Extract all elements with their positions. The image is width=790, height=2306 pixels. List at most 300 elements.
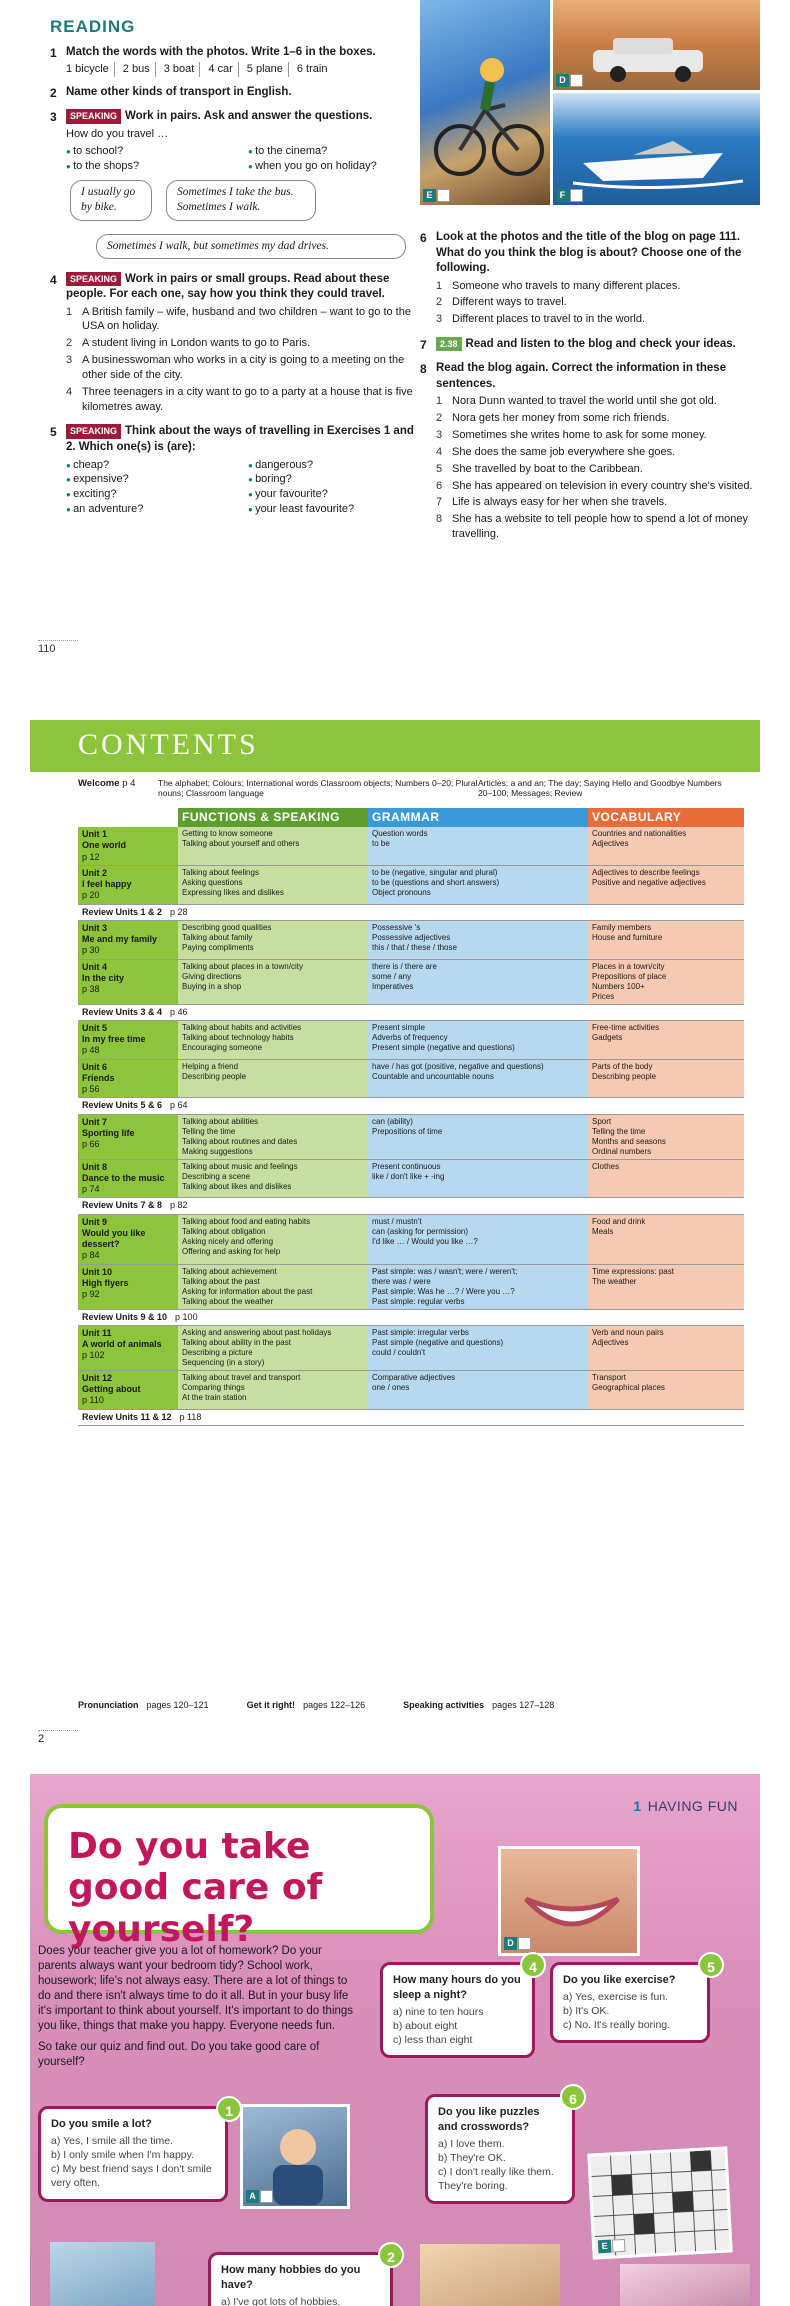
unit-name: One world <box>82 840 127 851</box>
answer-option[interactable]: b) It's OK. <box>563 2005 610 2018</box>
item-number: 4 <box>66 385 73 398</box>
header-vocabulary: VOCABULARY <box>588 808 744 827</box>
bullet-list <box>66 144 420 174</box>
unit-cell <box>78 1325 178 1370</box>
item-number: 1 <box>436 279 443 292</box>
answer-option[interactable]: a) nine to ten hours <box>393 2005 484 2018</box>
car-illustration <box>553 0 760 90</box>
left-column <box>50 16 420 525</box>
exercise-heading: Match the words with the photos. Write 1–6 in the boxes. <box>66 45 376 58</box>
exercise-heading: Think about the ways of travelling in Exercises 1 and 2. Which one(s) is (are): <box>66 425 414 453</box>
grammar-cell: Question words to be <box>368 827 588 865</box>
list-item <box>436 394 755 409</box>
unit-row <box>78 1020 744 1059</box>
header-blank <box>78 808 178 827</box>
unit-name: In my free time <box>82 1034 146 1044</box>
unit-row <box>78 1325 744 1370</box>
cyclist-illustration <box>420 0 550 205</box>
question-options <box>51 2134 215 2191</box>
header-functions: FUNCTIONS & SPEAKING <box>178 808 368 827</box>
item-text: She has appeared on television in every country she's visited. <box>452 479 753 492</box>
footer-pages: pages 120–121 <box>146 1700 209 1710</box>
page-title: CONTENTS <box>78 728 259 761</box>
exercise-4 <box>50 272 420 417</box>
item-number: 4 <box>436 445 443 458</box>
item-number: 1 <box>66 305 73 318</box>
item-text: Nora gets her money from some rich friends. <box>452 412 670 425</box>
question-number: 1 <box>216 2096 242 2122</box>
section-title: READING <box>50 17 136 36</box>
item-text: Different ways to travel. <box>452 296 567 309</box>
photo-sleeping <box>420 2244 560 2306</box>
vocabulary-cell: Free-time activities Gadgets <box>588 1020 744 1059</box>
vocabulary-cell: Adjectives to describe feelings Positive and negative adjectives <box>588 865 744 904</box>
unit-number: Unit 2 <box>82 867 108 878</box>
unit-row <box>78 920 744 959</box>
list-item <box>436 512 755 542</box>
grammar-cell: Present simple Adverbs of frequency Present simple (negative and questions) <box>368 1020 588 1059</box>
answer-box[interactable] <box>437 189 450 202</box>
unit-name: Sporting life <box>82 1127 135 1138</box>
page-number: 110 <box>38 640 78 655</box>
unit-page: p 38 <box>82 984 100 994</box>
answer-option[interactable]: c) No. It's really boring. <box>563 2019 671 2032</box>
bullet-item: ● boring? <box>248 472 420 487</box>
grammar-cell: Past simple: irregular verbs Past simple (negative and questions) could / couldn't <box>368 1325 588 1370</box>
item-number: 7 <box>436 496 443 509</box>
vocabulary-cell: Transport Geographical places <box>588 1370 744 1409</box>
contents-footer <box>78 1700 554 1710</box>
exercise-heading: Work in pairs or small groups. Read about these people. For each one, say how you think they could travel. <box>66 272 390 301</box>
unit-row <box>78 1214 744 1264</box>
exercise-number: 3 <box>50 110 57 125</box>
answer-option[interactable]: a) I've got lots of hobbies. <box>221 2295 341 2306</box>
word-item: 6 train <box>296 63 328 76</box>
review-label: Review Units 5 & 6 <box>82 1100 163 1111</box>
functions-cell: Describing good qualities Talking about family Paying compliments <box>178 920 368 959</box>
exercise-3 <box>50 109 420 263</box>
unit-page: p 66 <box>82 1139 100 1149</box>
list-item <box>436 495 755 510</box>
item-text: A British family – wife, husband and two children – want to go to the USA on holiday. <box>82 305 411 333</box>
exercise-heading: Name other kinds of transport in English. <box>66 86 292 99</box>
answer-option[interactable]: a) I love them. <box>438 2137 505 2150</box>
item-text: Different places to travel to in the world. <box>452 313 646 326</box>
unit-row <box>78 1264 744 1309</box>
contents-table <box>78 808 744 1426</box>
answer-option[interactable]: a) Yes, I smile all the time. <box>51 2134 173 2147</box>
quiz-question-2 <box>208 2252 393 2306</box>
photo-child <box>240 2104 350 2209</box>
numbered-list <box>66 305 420 415</box>
item-text: She does the same job everywhere she goes. <box>452 445 676 458</box>
photo-crossword <box>587 2146 732 2259</box>
bullet-item: ● your least favourite? <box>248 502 420 517</box>
unit-page: p 110 <box>82 1395 104 1406</box>
right-column <box>420 230 755 552</box>
unit-page: p 102 <box>82 1350 105 1361</box>
answer-box[interactable] <box>518 1937 531 1950</box>
vocabulary-cell: Countries and nationalities Adjectives <box>588 827 744 865</box>
grammar-cell: there is / there are some / any Imperatives <box>368 959 588 1004</box>
page-title: Do you take good care of yourself? <box>68 1826 323 1950</box>
unit-name: High flyers <box>82 1277 129 1288</box>
question-options <box>438 2137 562 2194</box>
grammar-cell: must / mustn't can (asking for permission) I'd like … / Would you like …? <box>368 1214 588 1264</box>
exercise-2 <box>50 85 420 101</box>
numbered-list <box>436 394 755 542</box>
grammar-cell: Possessive 's Possessive adjectives this / that / these / those <box>368 920 588 959</box>
bullet-item: ● to the shops? <box>66 159 238 174</box>
review-page: p 46 <box>170 1006 188 1017</box>
unit-number: Unit 4 <box>82 961 108 972</box>
list-item <box>436 295 755 310</box>
intro-text <box>38 1944 356 2070</box>
bullet-item: ● cheap? <box>66 458 238 473</box>
review-row <box>78 1309 744 1325</box>
unit-name: Would you like dessert? <box>82 1227 146 1249</box>
unit-page: p 20 <box>82 890 100 901</box>
exercise-heading: Look at the photos and the title of the blog on page 111. What do you think the blog is about? Choose one of the following. <box>436 231 742 275</box>
answer-option[interactable]: c) I don't really like them. They're boring. <box>438 2166 554 2193</box>
vocabulary-cell: Verb and noun pairs Adjectives <box>588 1325 744 1370</box>
speaking-badge: SPEAKING <box>66 424 121 438</box>
unit-name: I feel happy <box>82 879 132 889</box>
exercise-heading: Read and listen to the blog and check your ideas. <box>465 338 736 351</box>
footer-label: Speaking activities <box>403 1700 485 1710</box>
review-row <box>78 1004 744 1020</box>
list-item <box>436 479 755 494</box>
item-number: 6 <box>436 479 443 492</box>
speech-bubble: Sometimes I take the bus. Sometimes I walk. <box>166 180 316 221</box>
item-number: 8 <box>436 513 443 526</box>
contents-body <box>78 827 744 1425</box>
question-text: Do you smile a lot? <box>51 2118 152 2130</box>
welcome-topics-2: Articles: a and an; The day; Saying Hello and Goodbye Numbers 20–100; Messages; Review <box>478 778 722 798</box>
functions-cell: Talking about abilities Telling the time Talking about routines and dates Making suggestions <box>178 1114 368 1159</box>
unit-cell <box>78 1214 178 1264</box>
functions-cell: Getting to know someone Talking about yourself and others <box>178 827 368 865</box>
unit-number: Unit 6 <box>82 1061 108 1072</box>
review-row <box>78 1409 744 1425</box>
boat-illustration <box>553 93 760 205</box>
unit-number: Unit 12 <box>82 1372 113 1383</box>
header-grammar: GRAMMAR <box>368 808 588 827</box>
unit-number: Unit 5 <box>82 1022 108 1033</box>
item-number: 5 <box>436 462 443 475</box>
vocabulary-cell: Sport Telling the time Months and seasons Ordinal numbers <box>588 1114 744 1159</box>
unit-cell <box>78 1059 178 1098</box>
contents-banner <box>30 720 760 772</box>
photo-tag: D <box>556 74 569 87</box>
speech-bubbles <box>66 180 420 264</box>
intro-paragraph: Does your teacher give you a lot of homework? Do your parents always want your bedroom tidy? School work, housework; life's not always easy. There are a lot of things to do and there isn't always time to do it all. But in your busy life it's important to think about yourself. It's important to do things you like, things that make you happy. Everyone needs fun. <box>38 1945 354 2032</box>
exercise-number: 8 <box>420 362 427 377</box>
review-row <box>78 904 744 920</box>
unit-page: p 92 <box>82 1289 100 1299</box>
item-number: 2 <box>436 296 443 309</box>
unit-cell <box>78 1370 178 1409</box>
unit-row <box>78 1370 744 1409</box>
unit-number: 1 <box>633 1798 642 1814</box>
review-label: Review Units 11 & 12 <box>82 1411 172 1422</box>
list-item <box>66 353 420 383</box>
exercise-7 <box>420 337 755 353</box>
list-item <box>436 279 755 294</box>
photo-extra <box>620 2264 750 2306</box>
list-item <box>66 305 420 335</box>
bullet-item: ● exciting? <box>66 487 238 502</box>
photo-boat <box>553 93 760 205</box>
word-item: 3 boat <box>164 62 201 77</box>
bullet-item: ● dangerous? <box>248 458 420 473</box>
list-item <box>436 428 755 443</box>
unit-name: Getting about <box>82 1384 141 1394</box>
contents-page <box>30 690 760 1750</box>
answer-option[interactable]: c) My best friend says I don't smile very often. <box>51 2163 212 2190</box>
grammar-cell: to be (negative, singular and plural) to be (questions and short answers) Object pronouns <box>368 865 588 904</box>
bullet-item: ● expensive? <box>66 472 238 487</box>
answer-option[interactable]: b) I only smile when I'm happy. <box>51 2149 195 2162</box>
answer-box[interactable] <box>612 2239 626 2253</box>
page-number: 2 <box>38 1730 78 1745</box>
footer-item <box>78 1700 209 1710</box>
word-item: 2 bus <box>123 62 156 77</box>
unit-cell <box>78 1114 178 1159</box>
bullet-item: ● to the cinema? <box>248 144 420 159</box>
photo-tag: F <box>556 189 569 202</box>
unit-row <box>78 959 744 1004</box>
vocabulary-cell: Family members House and furniture <box>588 920 744 959</box>
review-label: Review Units 9 & 10 <box>82 1311 168 1322</box>
unit-number: Unit 7 <box>82 1116 108 1127</box>
exercise-prompt: How do you travel … <box>66 128 169 140</box>
exercise-number: 6 <box>420 231 427 245</box>
exercise-5 <box>50 424 420 516</box>
functions-cell: Talking about food and eating habits Talking about obligation Asking nicely and offering Offering and asking for help <box>178 1214 368 1264</box>
vocabulary-cell: Parts of the body Describing people <box>588 1059 744 1098</box>
bullet-item: ● when you go on holiday? <box>248 159 420 174</box>
speaking-badge: SPEAKING <box>66 272 121 286</box>
review-page: p 64 <box>170 1100 188 1111</box>
bullet-item: ● your favourite? <box>248 487 420 502</box>
grammar-cell: can (ability) Prepositions of time <box>368 1114 588 1159</box>
list-item <box>436 445 755 460</box>
unit-row <box>78 827 744 865</box>
textbook-page-110 <box>30 0 760 666</box>
item-number: 3 <box>66 354 73 367</box>
unit-name: Me and my family <box>82 934 158 944</box>
answer-option[interactable]: c) less than eight <box>393 2034 473 2047</box>
functions-cell: Helping a friend Describing people <box>178 1059 368 1098</box>
photo-tag: A <box>246 2190 259 2203</box>
bullet-list <box>66 458 420 517</box>
unit-cell <box>78 827 178 865</box>
quiz-question-1 <box>38 2106 228 2202</box>
question-options <box>393 2005 522 2048</box>
footer-pages: pages 122–126 <box>303 1700 366 1710</box>
grammar-cell: Past simple: was / wasn't; were / weren't; there was / were Past simple: Was he …? / Were you …? Past simple: regular verbs <box>368 1264 588 1309</box>
unit-name: HAVING FUN <box>647 1798 738 1814</box>
item-text: Someone who travels to many different places. <box>452 279 681 292</box>
list-item <box>66 336 420 351</box>
question-text: How many hobbies do you have? <box>221 2264 361 2291</box>
answer-option[interactable]: b) about eight <box>393 2019 458 2032</box>
grammar-cell: Comparative adjectives one / ones <box>368 1370 588 1409</box>
review-label: Review Units 1 & 2 <box>82 906 163 917</box>
question-text: Do you like exercise? <box>563 1974 676 1986</box>
footer-item <box>247 1700 366 1710</box>
item-text: A businesswoman who works in a city is going to a meeting on the other side of the city. <box>82 354 405 381</box>
vocabulary-cell: Food and drink Meals <box>588 1214 744 1264</box>
question-number: 5 <box>698 1952 724 1978</box>
review-page: p 100 <box>175 1311 198 1322</box>
unit-number: Unit 10 <box>82 1266 113 1277</box>
welcome-row <box>78 778 758 798</box>
item-number: 3 <box>436 428 443 441</box>
item-text: Three teenagers in a city want to go to a party at a house that is five kilometres away. <box>82 385 413 413</box>
unit-cell <box>78 1020 178 1059</box>
item-text: She travelled by boat to the Caribbean. <box>452 462 643 475</box>
word-item: 1 bicycle <box>66 62 115 77</box>
question-number: 2 <box>378 2242 404 2268</box>
photo-bicycle <box>420 0 550 205</box>
unit-page: p 56 <box>82 1084 100 1094</box>
exercise-number: 2 <box>50 86 57 101</box>
unit-page: p 12 <box>82 851 100 862</box>
unit-name: A world of animals <box>82 1339 162 1349</box>
functions-cell: Talking about achievement Talking about the past Asking for information about the past Talking about the weather <box>178 1264 368 1309</box>
numbered-list <box>436 279 755 328</box>
word-item: 4 car <box>208 62 238 77</box>
unit-cell <box>78 959 178 1004</box>
unit-number: Unit 1 <box>82 829 108 839</box>
unit-page: p 84 <box>82 1250 100 1261</box>
audio-track-badge[interactable]: 2.38 <box>436 337 462 351</box>
item-text: Sometimes she writes home to ask for some money. <box>452 428 707 441</box>
unit-number: Unit 9 <box>82 1216 108 1227</box>
welcome-label: Welcome <box>78 778 120 789</box>
unit-cell <box>78 920 178 959</box>
photo-car <box>553 0 760 90</box>
question-options <box>221 2295 380 2306</box>
quiz-question-6 <box>425 2094 575 2204</box>
photo-smile <box>498 1846 640 1956</box>
photo-girl <box>50 2242 155 2306</box>
answer-box[interactable] <box>570 189 583 202</box>
unit-number: Unit 8 <box>82 1161 108 1172</box>
footer-label: Get it right! <box>246 1700 296 1710</box>
list-item <box>436 411 755 426</box>
answer-box[interactable] <box>260 2190 273 2203</box>
functions-cell: Asking and answering about past holidays Talking about ability in the past Describing a picture Sequencing (in a story) <box>178 1325 368 1370</box>
unit-cell <box>78 1264 178 1309</box>
question-options <box>563 1990 697 2033</box>
unit-row <box>78 1159 744 1198</box>
item-number: 2 <box>436 412 443 425</box>
quiz-question-4 <box>380 1962 535 2058</box>
grammar-cell: Present continuous like / don't like + -ing <box>368 1159 588 1198</box>
exercise-number: 5 <box>50 425 57 440</box>
photo-tag: D <box>504 1937 517 1950</box>
answer-option[interactable]: b) They're OK. <box>438 2151 506 2164</box>
photo-tag: E <box>423 189 436 202</box>
item-number: 2 <box>66 337 73 350</box>
item-text: A student living in London wants to go to Paris. <box>82 337 311 350</box>
question-text: Do you like puzzles and crosswords? <box>438 2106 540 2133</box>
review-label: Review Units 3 & 4 <box>82 1006 163 1017</box>
question-number: 6 <box>560 2084 586 2110</box>
unit-number: Unit 11 <box>82 1327 112 1338</box>
quiz-page <box>30 1774 760 2306</box>
vocabulary-cell: Places in a town/city Prepositions of place Numbers 100+ Prices <box>588 959 744 1004</box>
functions-cell: Talking about places in a town/city Giving directions Buying in a shop <box>178 959 368 1004</box>
answer-box[interactable] <box>570 74 583 87</box>
functions-cell: Talking about habits and activities Talking about technology habits Encouraging someone <box>178 1020 368 1059</box>
unit-name: Friends <box>82 1072 115 1083</box>
vocabulary-cell: Clothes <box>588 1159 744 1198</box>
intro-paragraph-2: So take our quiz and find out. Do you take good care of yourself? <box>38 2040 320 2068</box>
speech-bubble: Sometimes I walk, but sometimes my dad drives. <box>96 234 406 260</box>
bullet-item: ● an adventure? <box>66 502 238 517</box>
word-list <box>66 62 420 77</box>
speech-bubble: I usually go by bike. <box>70 180 152 221</box>
review-row <box>78 1098 744 1114</box>
review-page: p 28 <box>170 906 188 917</box>
answer-option[interactable]: a) Yes, exercise is fun. <box>563 1990 669 2003</box>
functions-cell: Talking about music and feelings Describing a scene Talking about likes and dislikes <box>178 1159 368 1198</box>
exercise-number: 7 <box>420 338 427 353</box>
exercise-number: 4 <box>50 272 57 287</box>
list-item <box>436 312 755 327</box>
photo-tag: E <box>598 2240 612 2254</box>
unit-header <box>633 1798 738 1814</box>
unit-row <box>78 865 744 904</box>
word-item: 5 plane <box>247 62 289 77</box>
welcome-page: p 4 <box>122 778 136 789</box>
review-label: Review Units 7 & 8 <box>82 1200 163 1211</box>
vocabulary-cell: Time expressions: past The weather <box>588 1264 744 1309</box>
list-item <box>436 462 755 477</box>
functions-cell: Talking about feelings Asking questions Expressing likes and dislikes <box>178 865 368 904</box>
footer-label: Pronunciation <box>78 1700 139 1710</box>
review-row <box>78 1198 744 1214</box>
item-text: Nora Dunn wanted to travel the world until she got old. <box>452 395 717 408</box>
exercise-heading: Read the blog again. Correct the information in these sentences. <box>436 362 727 390</box>
speaking-badge: SPEAKING <box>66 109 121 123</box>
exercise-1 <box>50 45 420 77</box>
item-text: Life is always easy for her when she travels. <box>452 496 668 509</box>
exercise-8 <box>420 361 755 544</box>
footer-pages: pages 127–128 <box>492 1700 555 1710</box>
exercise-number: 1 <box>50 45 57 60</box>
unit-cell <box>78 865 178 904</box>
item-number: 3 <box>436 313 443 326</box>
unit-page: p 74 <box>82 1184 100 1194</box>
grammar-cell: have / has got (positive, negative and questions) Countable and uncountable nouns <box>368 1059 588 1098</box>
unit-name: Dance to the music <box>82 1172 165 1183</box>
item-text: She has a website to tell people how to spend a lot of money travelling. <box>452 513 748 541</box>
welcome-topics: The alphabet; Colours; International words Classroom objects; Numbers 0–20; Plural nouns; Classroom language <box>158 778 478 798</box>
unit-page: p 48 <box>82 1045 100 1056</box>
unit-cell <box>78 1159 178 1198</box>
title-box <box>44 1804 434 1950</box>
unit-number: Unit 3 <box>82 922 108 933</box>
review-page: p 82 <box>170 1200 188 1211</box>
exercise-6 <box>420 230 755 329</box>
unit-row <box>78 1059 744 1098</box>
bullet-item: ● to school? <box>66 144 238 159</box>
